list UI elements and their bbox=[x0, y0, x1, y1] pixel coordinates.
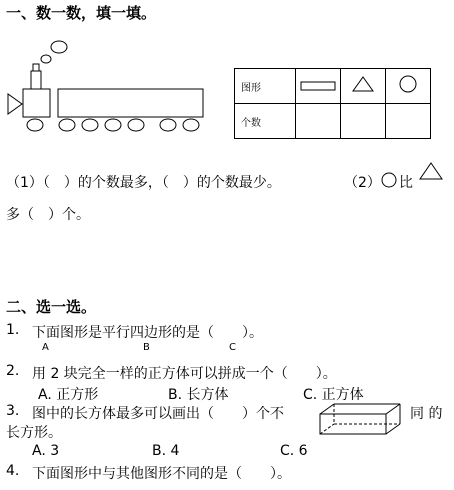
q3-number: 3. bbox=[6, 403, 20, 419]
triangle-icon bbox=[418, 161, 444, 181]
q1-option-b[interactable]: B bbox=[143, 342, 150, 353]
q1-number: 1. bbox=[6, 322, 20, 338]
table-row2-label: 个数 bbox=[235, 104, 296, 139]
q2-option-c[interactable]: C. 正方体 bbox=[303, 387, 364, 403]
q4-number: 4. bbox=[6, 463, 20, 479]
table-row1-label: 图形 bbox=[235, 69, 296, 104]
q2-option-b[interactable]: B. 长方体 bbox=[168, 387, 229, 403]
engine-wheel bbox=[27, 119, 43, 131]
chimney bbox=[33, 64, 39, 71]
section1-q2-prefix: （2） bbox=[344, 175, 381, 191]
smoke-medium bbox=[41, 55, 51, 63]
count-cell-circle[interactable] bbox=[386, 104, 431, 139]
circle-icon bbox=[380, 171, 398, 189]
engine-front-triangle bbox=[8, 94, 22, 114]
section2-title: 二、选一选。 bbox=[6, 298, 97, 316]
q3-option-c[interactable]: C. 6 bbox=[280, 443, 308, 459]
q2-number: 2. bbox=[6, 363, 20, 379]
q3-text-end: 同 的 bbox=[410, 406, 443, 422]
q2-text: 用 2 块完全一样的正方体可以拼成一个（ ）。 bbox=[32, 366, 337, 382]
engine-body bbox=[23, 89, 50, 117]
shape-count-table bbox=[234, 68, 431, 139]
q3-text: 图中的长方体最多可以画出（ ）个不 bbox=[32, 406, 284, 422]
rectangle-icon bbox=[299, 80, 337, 92]
section1-q1: （1）（ ）的个数最多，（ ）的个数最少。 bbox=[6, 175, 281, 191]
q3-option-b[interactable]: B. 4 bbox=[152, 443, 180, 459]
cuboid-illustration bbox=[318, 402, 404, 436]
count-cell-triangle[interactable] bbox=[341, 104, 386, 139]
section1-q2-line2: 多（ ）个。 bbox=[6, 207, 90, 223]
q1-text: 下面图形是平行四边形的是（ ）。 bbox=[32, 325, 263, 341]
q4-text: 下面图形中与其他图形不同的是（ ）。 bbox=[32, 466, 291, 482]
q3-line2: 长方形。 bbox=[6, 425, 62, 441]
q2-option-a[interactable]: A. 正方形 bbox=[38, 387, 99, 403]
cabin-top bbox=[31, 71, 41, 89]
section1-title: 一、数一数，填一填。 bbox=[6, 4, 157, 22]
count-cell-rectangle[interactable] bbox=[296, 104, 341, 139]
q3-option-a[interactable]: A. 3 bbox=[32, 443, 60, 459]
section1-q2-mid: 比 bbox=[399, 175, 413, 191]
q1-option-a[interactable]: A bbox=[42, 342, 49, 353]
circle-icon bbox=[398, 74, 418, 94]
q1-option-c[interactable]: C bbox=[229, 342, 236, 353]
smoke-large bbox=[51, 41, 67, 53]
train-illustration bbox=[0, 36, 215, 136]
triangle-icon bbox=[351, 75, 375, 93]
train-car bbox=[58, 89, 203, 117]
